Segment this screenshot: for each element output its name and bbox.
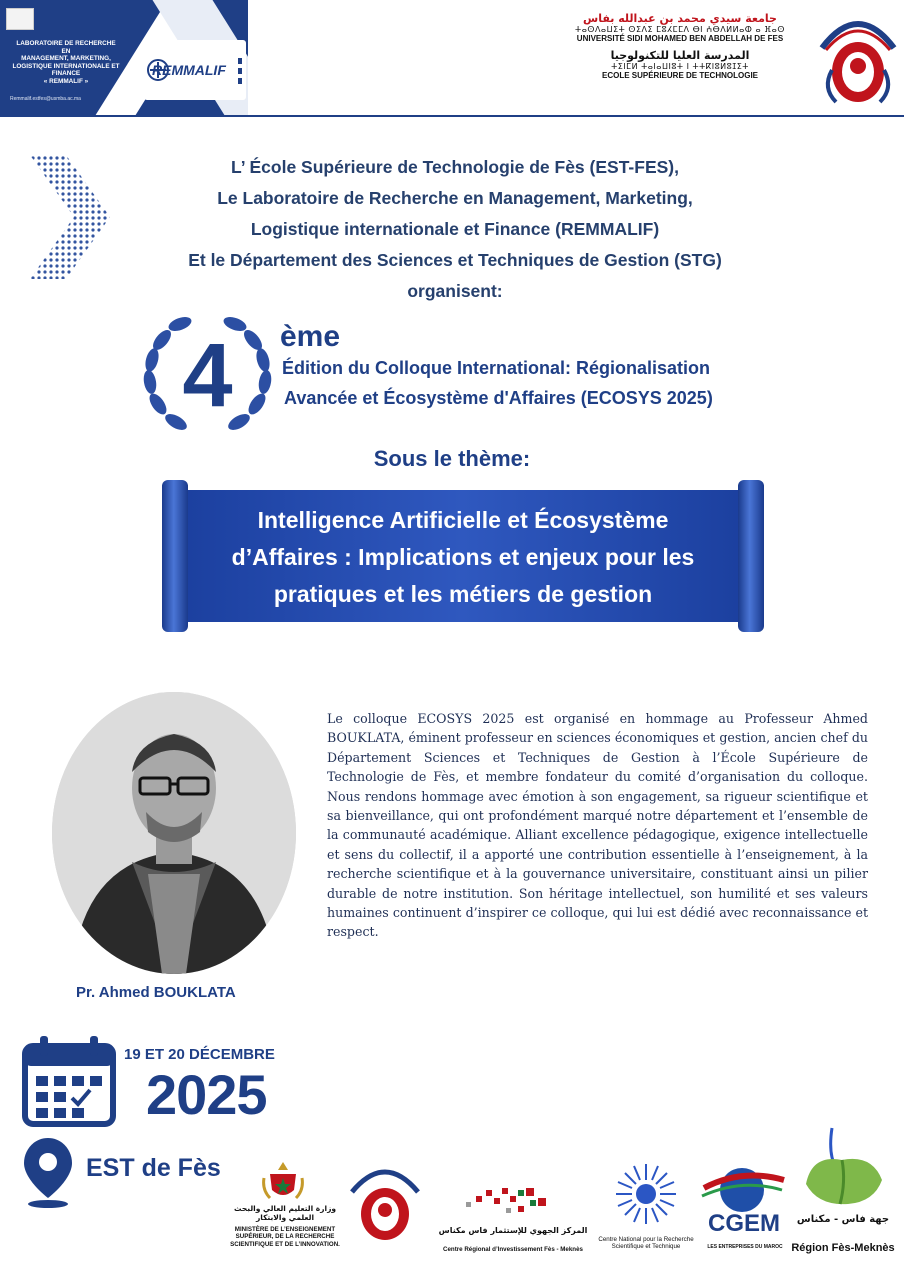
intro-line: organisent: [407,281,503,301]
intro-line: L’ École Supérieure de Technologie de Fès (EST-FES), [231,157,679,177]
edition-title-line1: Édition du Colloque International: Régionalisation [282,358,710,378]
usmba-crest-icon [348,1156,422,1246]
lab-email: Remmalif.estfes@usmba.ac.ma [10,96,81,102]
university-name-ar: جامعة سيدي محمد بن عبدالله بفاس [583,12,777,25]
tribute-text: Le colloque ECOSYS 2025 est organisé en hommage au Professeur Ahmed BOUKLATA, éminent professeur en sciences économiques et gestion, ancien chef du Département Sciences et Techniques de Gestion à l’École Supérieure de Technologie de Fès, et membre fondateur du comité d’organisation du colloque. Nous rendons hommage avec émotion à son engagement, sa rigueur scientifique et sa bienveillance, qui ont profondément marqué notre département et l’ensemble de la communauté académique. Alliant excellence pédagogique, exigence intellectuelle et sens du collectif, il a apporté une contribution essentielle à l’enseignement, à la recherche scientifique et à la gouvernance universitaire, constituant ainsi un pilier durable de notre institution. Son héritage intellectuel, son humilité et ses valeurs humaines continuent d’inspirer ce colloque, qui lui est dédié avec reconnaissance et respect. [327,711,868,940]
university-name-fr: UNIVERSITÉ SIDI MOHAMED BEN ABDELLAH DE FES [576,34,784,43]
theme-line: Intelligence Artificielle et Écosystème [257,507,669,533]
event-year: 2025 [146,1063,267,1126]
lab-title-line: FINANCE [51,70,81,78]
cgem-name: CGEM [708,1210,780,1237]
ministry-name-fr: MINISTÈRE DE L’ENSEIGNEMENT SUPÉRIEUR, DE LA RECHERCHE SCIENTIFIQUE ET DE L’INNOVATION. [230,1226,340,1248]
theme-line: pratiques et les métiers de gestion [273,581,653,607]
edition-title-line2: Avancée et Écosystème d'Affaires (ECOSYS 2025) [284,388,713,408]
decorative-dots-chevron-icon [30,155,110,279]
laurel-wreath-icon [140,310,275,438]
theme-title [180,502,746,613]
lab-title-line: MANAGEMENT, MARKETING, [21,55,111,63]
cnrst-sunburst-icon [614,1162,678,1226]
morocco-emblem-icon [6,8,34,30]
intro-line: Et le Département des Sciences et Techniques de Gestion (STG) [188,250,722,270]
edition-suffix: ème [280,320,341,353]
lab-title-line: « REMMALIF » [43,77,89,85]
theme-label: Sous le thème: [373,446,531,471]
region-name-fr: Région Fès-Meknès [791,1242,895,1254]
university-crest-icon [816,8,900,108]
theme-line: d’Affaires : Implications et enjeux pour les [231,544,695,570]
school-name-tifinagh: ⵜⵉⵏⵎⵍ ⵜⴰⵏⴰⵡⵏⵓⵜ ⵏ ⵜⵜⴽⵏⵓⵍⵓⵊⵉⵜ [611,62,749,71]
header-divider [0,115,904,117]
school-name-ar: المدرسة العليا للتكنولوجيا [610,49,750,62]
lab-title-line: LOGISTIQUE INTERNATIONALE ET [12,62,120,70]
cri-name-fr: Centre Régional d’Investissement Fès - Meknès [443,1246,583,1253]
ministry-name-ar: وزارة التعليم العالي والبحث العلمي والابتكار [233,1204,337,1222]
intro-line: Logistique internationale et Finance (REMMALIF) [250,219,660,239]
cnrst-name-fr: Centre National pour la Recherche Scientifique et Technique [598,1236,694,1251]
event-place: EST de Fès [86,1154,221,1182]
moroccan-coat-of-arms-icon [262,1160,304,1202]
university-header [560,12,800,80]
portrait-photo [52,692,296,974]
cgem-subtitle: LES ENTREPRISES DU MAROC [707,1244,783,1250]
cgem-globe-icon [698,1160,786,1216]
region-map-icon [792,1124,892,1216]
calendar-icon [22,1036,118,1128]
event-dates: 19 ET 20 DÉCEMBRE [124,1046,275,1063]
location-pin-icon [22,1136,74,1210]
remmalif-logo-text: REMMALIF [152,62,226,78]
cri-logo-icon [466,1184,556,1224]
organizers-intro [110,152,800,307]
portrait-caption: Pr. Ahmed BOUKLATA [76,984,236,1001]
lab-title [12,40,120,86]
region-name-ar: جهة فاس - مكناس [796,1214,890,1225]
university-name-tifinagh: ⵜⴰⵙⴷⴰⵡⵉⵜ ⵙⵉⴷⵉ ⵎⵓⵃⵎⵎⴷ ⴱⵏ ⵄⴱⴷⵍⵍⴰⵀ ⴰ ⴼⴰⵙ [575,25,785,34]
cri-name-ar: المركز الجهوي للإستثمار فاس مكناس [438,1226,588,1235]
intro-line: Le Laboratoire de Recherche en Management, Marketing, [217,188,693,208]
portrait-figure [52,692,296,974]
lab-title-line: LABORATOIRE DE RECHERCHE EN [16,40,116,55]
edition-number: 4 [182,326,233,426]
lab-header-panel [0,0,248,115]
school-name-fr: ECOLE SUPÉRIEURE DE TECHNOLOGIE [601,71,759,80]
